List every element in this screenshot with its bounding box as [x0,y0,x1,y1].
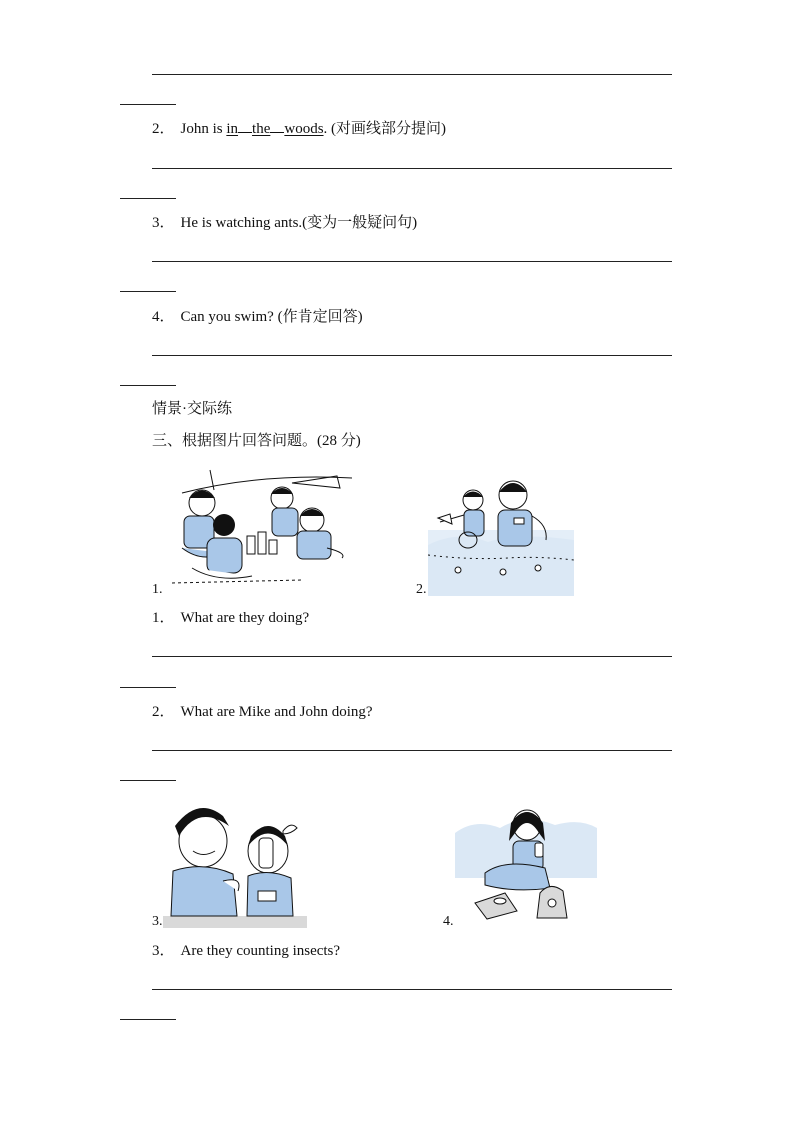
question-number: 1． [152,610,175,626]
girls-looking-at-bottle-picture [163,796,307,928]
question-number: 3． [152,943,175,959]
question-text: He is watching ants.(变为一般疑问句) [180,215,418,231]
question-text: John is [180,121,227,137]
underlined-word: the [252,121,271,137]
underline-gap [270,120,284,133]
answer-line[interactable] [152,989,672,990]
question-number: 2． [152,704,175,720]
boys-catching-insects-picture [428,460,574,596]
answer-line-tail [120,1019,176,1020]
question-text: Can you swim? (作肯定回答) [180,309,363,325]
section-subtitle: 情景·交际练 [152,401,232,417]
question-instruction: . (对画线部分提问) [323,121,447,137]
underlined-word: woods [284,121,324,137]
picture-question-3 [152,942,340,960]
section-title: 三、根据图片回答问题。(28 分) [152,433,361,449]
girl-picnic-picture [455,793,597,927]
answer-line[interactable] [152,355,672,356]
question-text: Are they counting insects? [180,943,341,959]
underline-gap [238,120,252,133]
question-2 [152,120,446,138]
answer-line-tail [120,291,176,292]
picture-label: 2. [416,582,427,597]
question-number: 4． [152,309,175,325]
answer-line-tail [120,198,176,199]
question-3 [152,214,417,232]
picture-label: 1. [152,582,163,597]
answer-line-tail [120,104,176,105]
question-4 [152,308,363,326]
picture-label: 4. [443,914,454,929]
answer-line[interactable] [152,74,672,75]
answer-line-tail [120,780,176,781]
answer-line[interactable] [152,261,672,262]
kids-playing-blocks-picture [162,468,352,596]
picture-question-2 [152,703,373,721]
underlined-word: in [226,121,239,137]
answer-line-tail [120,687,176,688]
question-text: What are Mike and John doing? [180,704,373,720]
picture-question-1 [152,609,309,627]
question-text: What are they doing? [180,610,310,626]
answer-line-tail [120,385,176,386]
picture-label: 3. [152,914,163,929]
answer-line[interactable] [152,168,672,169]
question-number: 2． [152,121,175,137]
answer-line[interactable] [152,750,672,751]
answer-line[interactable] [152,656,672,657]
question-number: 3． [152,215,175,231]
